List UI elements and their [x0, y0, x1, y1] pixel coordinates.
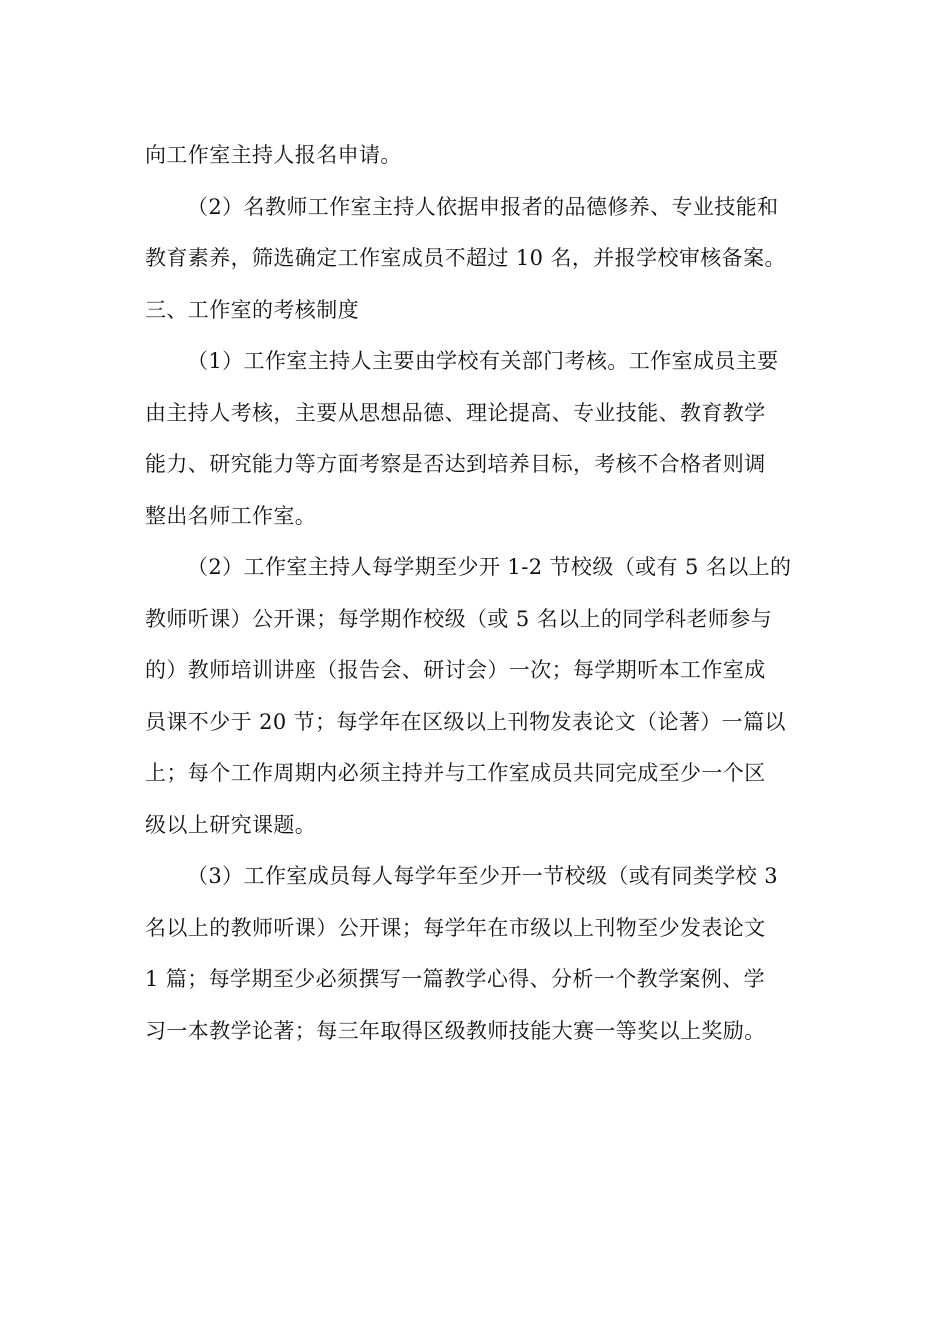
paragraph-2b-first-line: （2）工作室主持人每学期至少开 1-2 节校级（或有 5 名以上的 [187, 555, 792, 579]
text-line: 级以上研究课题。 [145, 812, 317, 837]
text-line: 整出名师工作室。 [145, 503, 317, 528]
text-line: 教师听课）公开课；每学期作校级（或 5 名以上的同学科老师参与 [145, 606, 773, 631]
text-line: 能力、研究能力等方面考察是否达到培养目标，考核不合格者则调 [145, 452, 766, 476]
text-line: 名以上的教师听课）公开课；每学年在市级以上刊物至少发表论文 [145, 915, 766, 940]
paragraph-1-first-line: （1）工作室主持人主要由学校有关部门考核。工作室成员主要 [187, 349, 779, 373]
paragraph-3-first-line: （3）工作室成员每人每学年至少开一节校级（或有同类学校 3 [187, 864, 778, 888]
document-body [145, 130, 810, 1057]
text-line: 习一本教学论著；每三年取得区级教师技能大赛一等奖以上奖励。 [145, 1018, 766, 1043]
text-line: 上；每个工作周期内必须主持并与工作室成员共同完成至少一个区 [145, 761, 766, 785]
text-line: 员课不少于 20 节；每学年在区级以上刊物发表论文（论著）一篇以 [145, 709, 786, 734]
text-line: 向工作室主持人报名申请。 [145, 143, 402, 167]
text-line: 教育素养，筛选确定工作室成员不超过 10 名，并报学校审核备案。 [145, 246, 786, 270]
paragraph-2-first-line: （2）名教师工作室主持人依据申报者的品德修养、专业技能和 [187, 194, 779, 219]
text-line: 由主持人考核，主要从思想品德、理论提高、专业技能、教育教学 [145, 400, 766, 425]
text-line: 1 篇；每学期至少必须撰写一篇教学心得、分析一个教学案例、学 [145, 967, 766, 991]
section-heading: 三、工作室的考核制度 [145, 297, 359, 322]
text-line: 的）教师培训讲座（报告会、研讨会）一次；每学期听本工作室成 [145, 658, 766, 682]
